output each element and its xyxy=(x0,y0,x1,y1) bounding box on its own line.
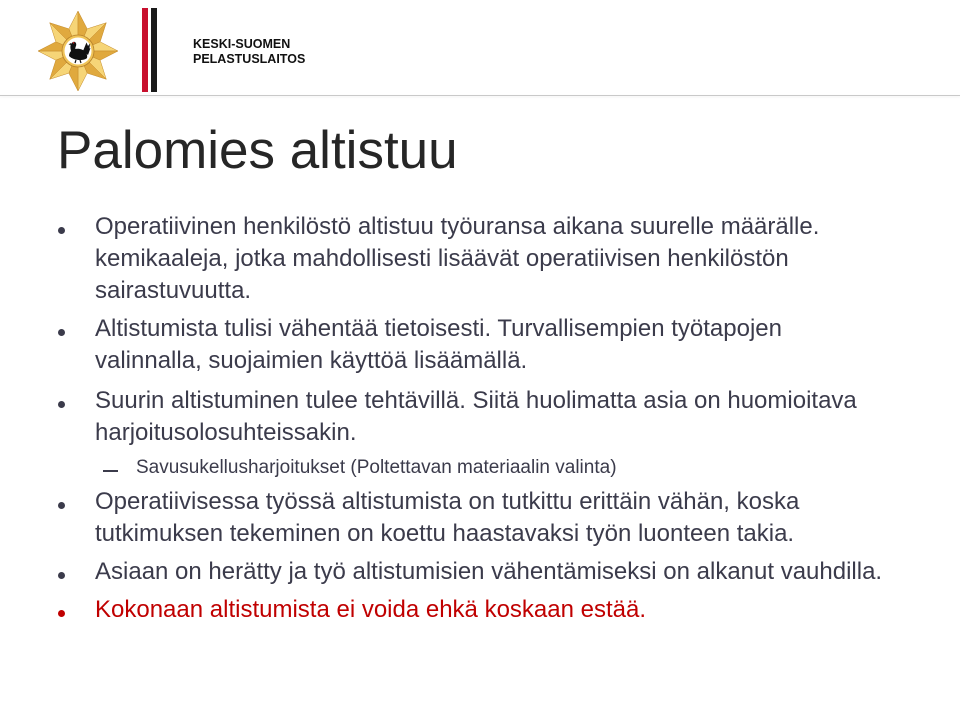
bullet-item xyxy=(0,313,960,377)
red-stripe xyxy=(142,8,148,92)
bullet-line: Altistumista tulisi vähentää tietoisesti. Turvallisempien työtapojen xyxy=(95,315,782,342)
bullet-item xyxy=(0,211,960,307)
black-stripe xyxy=(151,8,157,92)
bullet-line: Kokonaan altistumista ei voida ehkä koskaan estää. xyxy=(95,596,647,623)
header-divider xyxy=(0,95,960,96)
bullet-item xyxy=(0,486,960,550)
bullet-line: Asiaan on herätty ja työ altistumisien vähentämiseksi on alkanut vauhdilla. xyxy=(95,558,883,585)
rescue-star-emblem-icon xyxy=(38,10,118,92)
bullet-line: kemikaaleja, jotka mahdollisesti lisäävät operatiivisen henkilöstön xyxy=(95,245,789,272)
bullet-line: Operatiivisessa työssä altistumista on tutkittu erittäin vähän, koska xyxy=(95,488,800,515)
bullet-line: harjoitusolosuhteissakin. xyxy=(95,419,357,446)
sub-bullet-item: Savusukellusharjoitukset (Poltettavan materiaalin valinta) xyxy=(95,454,960,482)
bullet-item-emphasis xyxy=(0,594,960,626)
org-name-line-1: KESKI-SUOMEN xyxy=(193,37,291,51)
bullet-item xyxy=(0,385,960,482)
sub-bullet-list xyxy=(95,454,960,482)
organization-name xyxy=(193,37,305,67)
bullet-list xyxy=(0,211,960,626)
bullet-item xyxy=(0,556,960,588)
bullet-line: Suurin altistuminen tulee tehtävillä. Siitä huolimatta asia on huomioitava xyxy=(95,387,857,414)
org-name-line-2: PELASTUSLAITOS xyxy=(193,52,306,66)
bullet-line: valinnalla, suojaimien käyttöä lisäämällä. xyxy=(95,347,528,374)
bullet-line: tutkimuksen tekeminen on koettu haastavaksi työn luonteen takia. xyxy=(95,520,795,547)
bullet-line: sairastuvuutta. xyxy=(95,277,252,304)
bullet-line: Operatiivinen henkilöstö altistuu työuransa aikana suurelle määrälle. xyxy=(95,213,820,240)
slide-title: Palomies altistuu xyxy=(57,121,458,180)
